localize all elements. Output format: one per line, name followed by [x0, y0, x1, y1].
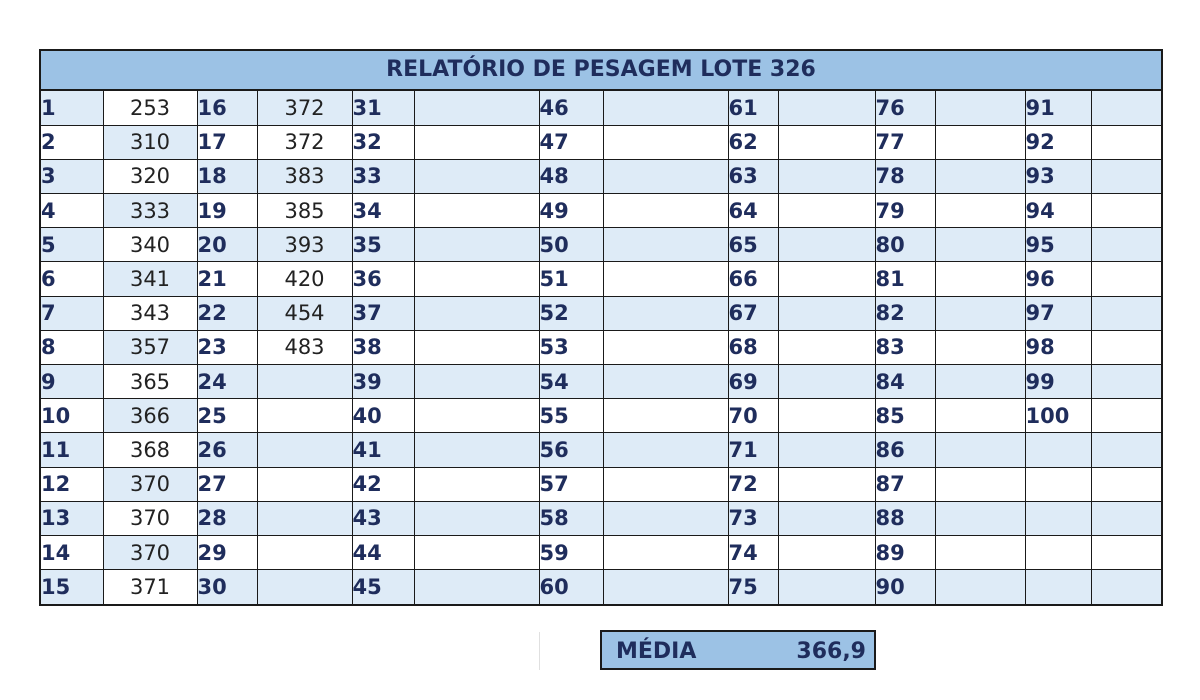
- weight-value-cell: [935, 535, 1025, 569]
- weight-value-cell: [935, 296, 1025, 330]
- weight-value-cell: 343: [103, 296, 197, 330]
- weight-value-cell: [257, 535, 352, 569]
- weight-value-cell: [935, 262, 1025, 296]
- sample-number-cell: 75: [728, 570, 778, 604]
- table-row: [41, 159, 1161, 193]
- sample-number-cell: 67: [728, 296, 778, 330]
- weight-value-cell: [414, 399, 539, 433]
- sample-number-cell: 92: [1025, 125, 1091, 159]
- sample-number-cell: 2: [41, 125, 103, 159]
- weight-value-cell: [935, 570, 1025, 604]
- weight-value-cell: [603, 399, 728, 433]
- weight-value-cell: [778, 570, 875, 604]
- weight-value-cell: [257, 570, 352, 604]
- weight-value-cell: [778, 228, 875, 262]
- sample-number-cell: 76: [875, 91, 935, 125]
- sample-number-cell: 22: [197, 296, 257, 330]
- weight-value-cell: [414, 262, 539, 296]
- sample-number-cell: 33: [352, 159, 414, 193]
- sample-number-cell: 13: [41, 501, 103, 535]
- weight-value-cell: [414, 570, 539, 604]
- sample-number-cell: 90: [875, 570, 935, 604]
- sample-number-cell: 46: [539, 91, 603, 125]
- weight-value-cell: [414, 194, 539, 228]
- sample-number-cell: 68: [728, 330, 778, 364]
- sample-number-cell: 91: [1025, 91, 1091, 125]
- sample-number-cell: [1025, 467, 1091, 501]
- weight-value-cell: [414, 91, 539, 125]
- weight-value-cell: 420: [257, 262, 352, 296]
- sample-number-cell: 54: [539, 365, 603, 399]
- sample-number-cell: 18: [197, 159, 257, 193]
- sample-number-cell: 58: [539, 501, 603, 535]
- sample-number-cell: 10: [41, 399, 103, 433]
- sample-number-cell: 56: [539, 433, 603, 467]
- weight-value-cell: [1091, 501, 1161, 535]
- sample-number-cell: 87: [875, 467, 935, 501]
- weight-value-cell: [414, 228, 539, 262]
- sample-number-cell: 45: [352, 570, 414, 604]
- sample-number-cell: 81: [875, 262, 935, 296]
- sample-number-cell: 53: [539, 330, 603, 364]
- weight-value-cell: [603, 91, 728, 125]
- weight-value-cell: [778, 91, 875, 125]
- sample-number-cell: 83: [875, 330, 935, 364]
- weight-value-cell: [1091, 467, 1161, 501]
- sample-number-cell: 9: [41, 365, 103, 399]
- weight-value-cell: [1091, 91, 1161, 125]
- weight-value-cell: [778, 125, 875, 159]
- weight-value-cell: [414, 296, 539, 330]
- weight-value-cell: [603, 365, 728, 399]
- weight-value-cell: [935, 330, 1025, 364]
- sample-number-cell: 30: [197, 570, 257, 604]
- weight-value-cell: [1091, 399, 1161, 433]
- average-box: [600, 630, 876, 670]
- sample-number-cell: 95: [1025, 228, 1091, 262]
- weight-value-cell: [935, 501, 1025, 535]
- weight-value-cell: [778, 194, 875, 228]
- weight-value-cell: [1091, 125, 1161, 159]
- weight-value-cell: 385: [257, 194, 352, 228]
- weight-value-cell: 340: [103, 228, 197, 262]
- sample-number-cell: 52: [539, 296, 603, 330]
- weight-value-cell: [778, 330, 875, 364]
- table-row: [41, 228, 1161, 262]
- weight-value-cell: [1091, 330, 1161, 364]
- weight-value-cell: 366: [103, 399, 197, 433]
- sample-number-cell: 29: [197, 535, 257, 569]
- weight-value-cell: [603, 159, 728, 193]
- table-row: [41, 501, 1161, 535]
- weight-value-cell: [603, 262, 728, 296]
- weight-value-cell: 357: [103, 330, 197, 364]
- sample-number-cell: 96: [1025, 262, 1091, 296]
- sample-number-cell: [1025, 433, 1091, 467]
- weights-table: [41, 91, 1161, 604]
- sample-number-cell: 48: [539, 159, 603, 193]
- sample-number-cell: 62: [728, 125, 778, 159]
- sample-number-cell: 35: [352, 228, 414, 262]
- weight-value-cell: [935, 467, 1025, 501]
- sample-number-cell: 73: [728, 501, 778, 535]
- report-title: RELATÓRIO DE PESAGEM LOTE 326: [41, 51, 1161, 91]
- weight-value-cell: 383: [257, 159, 352, 193]
- weight-value-cell: [414, 330, 539, 364]
- weight-value-cell: [257, 501, 352, 535]
- weight-value-cell: [1091, 159, 1161, 193]
- sample-number-cell: 38: [352, 330, 414, 364]
- table-row: [41, 399, 1161, 433]
- sample-number-cell: 40: [352, 399, 414, 433]
- weight-value-cell: [414, 159, 539, 193]
- sample-number-cell: 26: [197, 433, 257, 467]
- sample-number-cell: 60: [539, 570, 603, 604]
- weight-value-cell: [257, 365, 352, 399]
- weight-value-cell: [778, 159, 875, 193]
- weight-value-cell: 370: [103, 535, 197, 569]
- sample-number-cell: 17: [197, 125, 257, 159]
- table-row: [41, 535, 1161, 569]
- sample-number-cell: 49: [539, 194, 603, 228]
- sample-number-cell: 84: [875, 365, 935, 399]
- weight-value-cell: [1091, 433, 1161, 467]
- sample-number-cell: 14: [41, 535, 103, 569]
- sample-number-cell: [1025, 570, 1091, 604]
- sample-number-cell: 7: [41, 296, 103, 330]
- weight-value-cell: [935, 228, 1025, 262]
- weight-value-cell: [1091, 570, 1161, 604]
- sample-number-cell: 19: [197, 194, 257, 228]
- weight-value-cell: [935, 399, 1025, 433]
- weight-value-cell: [935, 159, 1025, 193]
- sample-number-cell: 47: [539, 125, 603, 159]
- sample-number-cell: 50: [539, 228, 603, 262]
- weight-value-cell: 333: [103, 194, 197, 228]
- sample-number-cell: 89: [875, 535, 935, 569]
- weight-value-cell: [778, 296, 875, 330]
- weight-value-cell: [1091, 262, 1161, 296]
- sample-number-cell: [1025, 535, 1091, 569]
- sample-number-cell: [1025, 501, 1091, 535]
- weight-value-cell: [257, 399, 352, 433]
- sample-number-cell: 41: [352, 433, 414, 467]
- weight-value-cell: [778, 399, 875, 433]
- sample-number-cell: 5: [41, 228, 103, 262]
- weight-value-cell: [257, 467, 352, 501]
- weight-value-cell: [603, 570, 728, 604]
- weight-value-cell: [603, 228, 728, 262]
- sample-number-cell: 57: [539, 467, 603, 501]
- sample-number-cell: 28: [197, 501, 257, 535]
- weight-value-cell: [603, 194, 728, 228]
- sample-number-cell: 98: [1025, 330, 1091, 364]
- sample-number-cell: 23: [197, 330, 257, 364]
- weight-value-cell: 393: [257, 228, 352, 262]
- weight-value-cell: 454: [257, 296, 352, 330]
- sample-number-cell: 65: [728, 228, 778, 262]
- sample-number-cell: 20: [197, 228, 257, 262]
- weight-value-cell: [603, 296, 728, 330]
- sample-number-cell: 4: [41, 194, 103, 228]
- table-row: [41, 125, 1161, 159]
- average-label: MÉDIA: [616, 639, 697, 664]
- weight-value-cell: 370: [103, 467, 197, 501]
- sample-number-cell: 1: [41, 91, 103, 125]
- weight-value-cell: [1091, 194, 1161, 228]
- weight-value-cell: [778, 501, 875, 535]
- sample-number-cell: 21: [197, 262, 257, 296]
- sample-number-cell: 42: [352, 467, 414, 501]
- sample-number-cell: 16: [197, 91, 257, 125]
- weight-value-cell: [935, 91, 1025, 125]
- weight-value-cell: [257, 433, 352, 467]
- weight-value-cell: [414, 365, 539, 399]
- sample-number-cell: 27: [197, 467, 257, 501]
- sample-number-cell: 72: [728, 467, 778, 501]
- weight-value-cell: [414, 433, 539, 467]
- weight-value-cell: [603, 433, 728, 467]
- weight-value-cell: 320: [103, 159, 197, 193]
- table-row: [41, 330, 1161, 364]
- weight-value-cell: 483: [257, 330, 352, 364]
- weight-value-cell: [414, 501, 539, 535]
- weight-value-cell: [1091, 365, 1161, 399]
- sample-number-cell: 93: [1025, 159, 1091, 193]
- weight-value-cell: 370: [103, 501, 197, 535]
- sample-number-cell: 43: [352, 501, 414, 535]
- weight-value-cell: 310: [103, 125, 197, 159]
- cell-divider: [539, 632, 540, 670]
- table-row: [41, 194, 1161, 228]
- table-row: [41, 433, 1161, 467]
- average-value: 366,9: [796, 639, 866, 664]
- weight-value-cell: 341: [103, 262, 197, 296]
- table-row: [41, 91, 1161, 125]
- sample-number-cell: 61: [728, 91, 778, 125]
- weight-value-cell: 372: [257, 125, 352, 159]
- sample-number-cell: 78: [875, 159, 935, 193]
- weighing-report-sheet: [39, 49, 1163, 606]
- weight-value-cell: [603, 125, 728, 159]
- sample-number-cell: 64: [728, 194, 778, 228]
- sample-number-cell: 70: [728, 399, 778, 433]
- weight-value-cell: [603, 330, 728, 364]
- sample-number-cell: 100: [1025, 399, 1091, 433]
- table-row: [41, 365, 1161, 399]
- weight-value-cell: [935, 125, 1025, 159]
- sample-number-cell: 6: [41, 262, 103, 296]
- sample-number-cell: 77: [875, 125, 935, 159]
- sample-number-cell: 80: [875, 228, 935, 262]
- sample-number-cell: 24: [197, 365, 257, 399]
- weight-value-cell: [414, 125, 539, 159]
- sample-number-cell: 88: [875, 501, 935, 535]
- weight-value-cell: [778, 535, 875, 569]
- sample-number-cell: 44: [352, 535, 414, 569]
- sample-number-cell: 99: [1025, 365, 1091, 399]
- sample-number-cell: 82: [875, 296, 935, 330]
- sample-number-cell: 34: [352, 194, 414, 228]
- weight-value-cell: [935, 365, 1025, 399]
- weight-value-cell: 368: [103, 433, 197, 467]
- weight-value-cell: [935, 194, 1025, 228]
- weight-value-cell: 371: [103, 570, 197, 604]
- weight-value-cell: [603, 535, 728, 569]
- sample-number-cell: 86: [875, 433, 935, 467]
- sample-number-cell: 3: [41, 159, 103, 193]
- table-row: [41, 296, 1161, 330]
- sample-number-cell: 63: [728, 159, 778, 193]
- sample-number-cell: 55: [539, 399, 603, 433]
- sample-number-cell: 66: [728, 262, 778, 296]
- weight-value-cell: 365: [103, 365, 197, 399]
- weight-value-cell: [414, 535, 539, 569]
- sample-number-cell: 59: [539, 535, 603, 569]
- sample-number-cell: 71: [728, 433, 778, 467]
- weight-value-cell: [1091, 535, 1161, 569]
- sample-number-cell: 8: [41, 330, 103, 364]
- table-row: [41, 467, 1161, 501]
- weight-value-cell: [778, 433, 875, 467]
- weight-value-cell: [603, 501, 728, 535]
- sample-number-cell: 37: [352, 296, 414, 330]
- table-row: [41, 262, 1161, 296]
- weight-value-cell: 372: [257, 91, 352, 125]
- sample-number-cell: 12: [41, 467, 103, 501]
- weight-value-cell: [1091, 228, 1161, 262]
- sample-number-cell: 51: [539, 262, 603, 296]
- sample-number-cell: 32: [352, 125, 414, 159]
- weight-value-cell: [1091, 296, 1161, 330]
- weight-value-cell: [935, 433, 1025, 467]
- table-row: [41, 570, 1161, 604]
- weight-value-cell: [603, 467, 728, 501]
- sample-number-cell: 74: [728, 535, 778, 569]
- sample-number-cell: 11: [41, 433, 103, 467]
- weight-value-cell: [778, 467, 875, 501]
- weight-value-cell: [414, 467, 539, 501]
- sample-number-cell: 36: [352, 262, 414, 296]
- sample-number-cell: 25: [197, 399, 257, 433]
- sample-number-cell: 31: [352, 91, 414, 125]
- sample-number-cell: 15: [41, 570, 103, 604]
- weight-value-cell: [778, 365, 875, 399]
- sample-number-cell: 39: [352, 365, 414, 399]
- sample-number-cell: 85: [875, 399, 935, 433]
- sample-number-cell: 97: [1025, 296, 1091, 330]
- sample-number-cell: 79: [875, 194, 935, 228]
- sample-number-cell: 94: [1025, 194, 1091, 228]
- sample-number-cell: 69: [728, 365, 778, 399]
- weight-value-cell: [778, 262, 875, 296]
- weight-value-cell: 253: [103, 91, 197, 125]
